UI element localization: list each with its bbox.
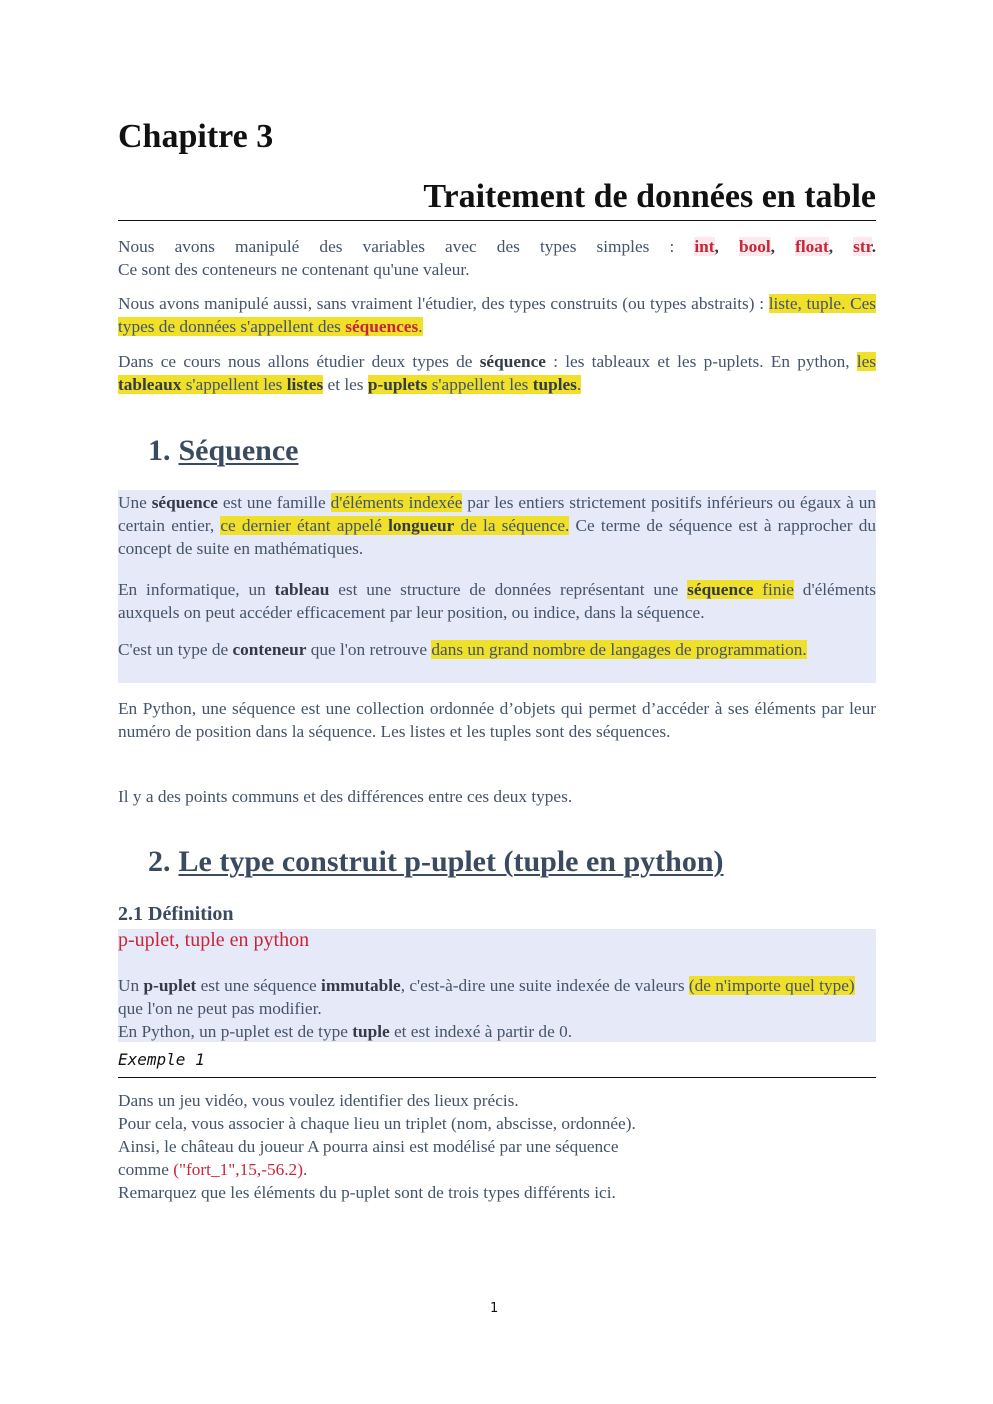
- example-label: Exemple 1: [118, 1050, 205, 1069]
- section-1-paragraph-1: Une séquence est une famille d'éléments indexée par les entiers strictement positifs inférieurs ou égaux à un certain entier, ce dernier étant appelé longueur de la séquence. Ce terme de séquence est à rapprocher du concept de suite en mathématiques.: [118, 493, 876, 558]
- chapter-label: Chapitre 3: [118, 118, 274, 155]
- intro-paragraph-1: Nous avons manipulé des variables avec des types simples : int, bool, float, str. Ce sont des conteneurs ne contenant qu'une valeur.: [118, 237, 877, 279]
- page-title: Traitement de données en table: [423, 178, 876, 215]
- title-divider: [118, 220, 876, 221]
- example-text: Dans un jeu vidéo, vous voulez identifier des lieux précis. Pour cela, vous associer à chaque lieu un triplet (nom, abscisse, ordonnée). Ainsi, le château du joueur A pourra ainsi est modélisé par une séquence comme ("fort_1",15,-56.2). Remarquez que les éléments du p-uplet sont de trois types différents ici.: [118, 1091, 636, 1202]
- definition-paragraph: Un p-uplet est une séquence immutable, c'est-à-dire une suite indexée de valeurs (de n'importe quel type) que l'on ne peut pas modifier. En Python, un p-uplet est de type tuple et est indexé à partir de 0.: [118, 976, 855, 1041]
- definition-title: p-uplet, tuple en python: [118, 929, 310, 951]
- section-2-heading: 2. Le type construit p-uplet (tuple en python): [148, 845, 724, 878]
- section-1-heading: 1. Séquence: [148, 434, 299, 467]
- intro-paragraph-2: Nous avons manipulé aussi, sans vraiment l'étudier, des types construits (ou types abstraits) : liste, tuple. Ces types de données s'appellent des séquences.: [118, 294, 876, 336]
- subsection-heading: 2.1 Définition: [118, 903, 234, 925]
- page-number: 1: [490, 1301, 499, 1316]
- intro-paragraph-3: Dans ce cours nous allons étudier deux types de séquence : les tableaux et les p-uplets. En python, les tableaux s'appellent les listes et les p-uplets s'appellent les tuples.: [118, 352, 876, 394]
- section-1-paragraph-4: En Python, une séquence est une collection ordonnée d’objets qui permet d’accéder à ses éléments par leur numéro de position dans la séquence. Les listes et les tuples sont des séquences.: [118, 699, 876, 741]
- example-divider: [118, 1077, 876, 1078]
- section-1-paragraph-2: En informatique, un tableau est une structure de données représentant une séquence finie d'éléments auxquels on peut accéder efficacement par leur position, ou indice, dans la séquence.: [118, 580, 876, 622]
- section-1-paragraph-3: C'est un type de conteneur que l'on retrouve dans un grand nombre de langages de programmation.: [118, 640, 807, 659]
- section-1-paragraph-5: Il y a des points communs et des différences entre ces deux types.: [118, 787, 573, 806]
